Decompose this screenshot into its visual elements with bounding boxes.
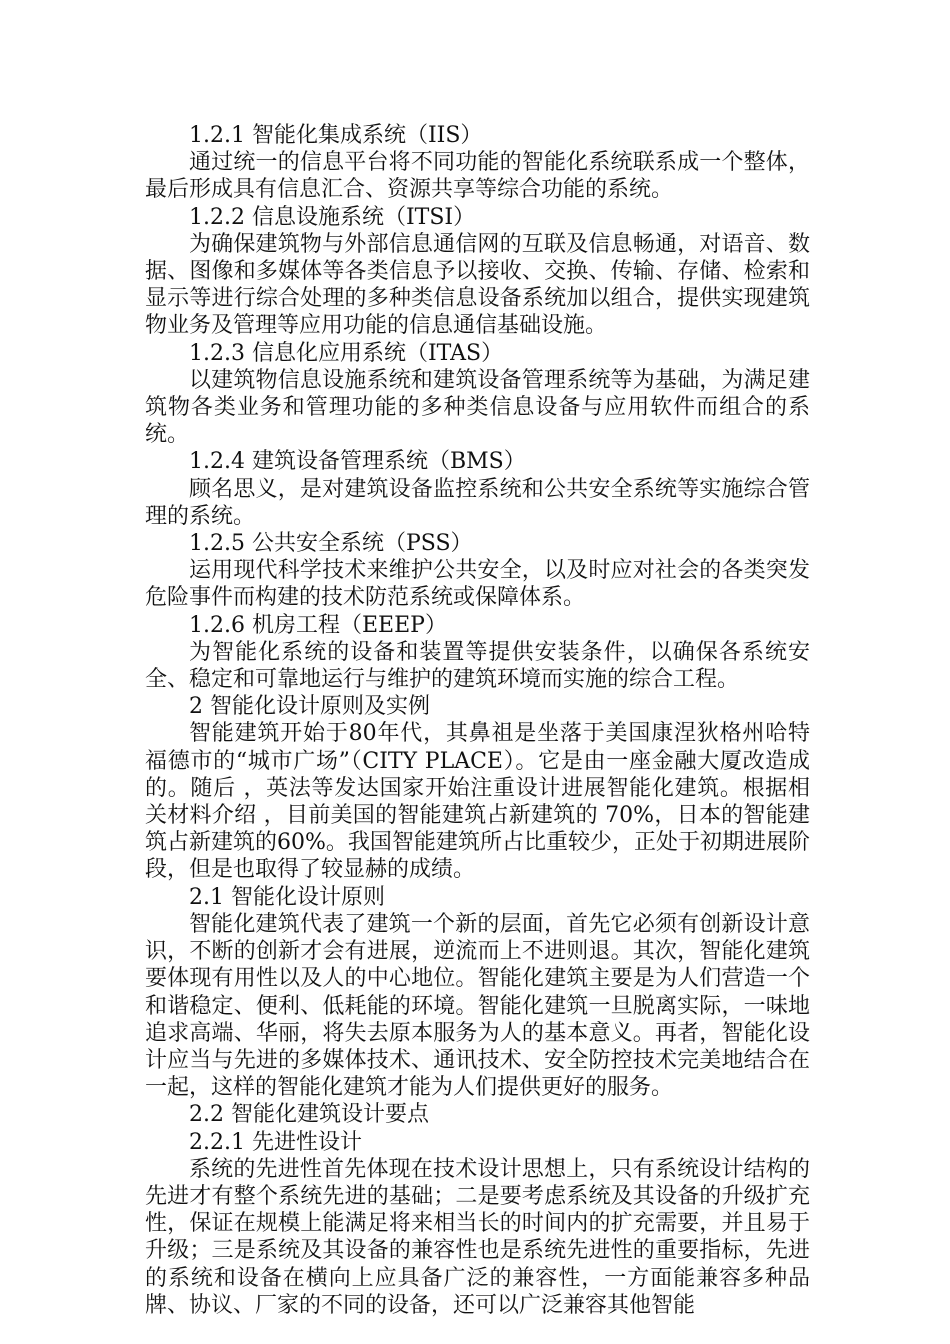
section-heading-2-1: 2.1 智能化设计原则 <box>189 884 385 910</box>
section-heading-1-2-2: 1.2.2 信息设施系统（ITSI） <box>189 204 476 230</box>
paragraph-itsi: 为确保建筑物与外部信息通信网的互联及信息畅通，对语音、数据、图像和多媒体等各类信息予以接收、交换、传输、存储、检索和显示等进行综合处理的多种类信息设备系统加以组合，提供实现建筑物业务及管理等应用功能的信息通信基础设施。 <box>145 231 810 339</box>
paragraph-eeep: 为智能化系统的设备和装置等提供安装条件，以确保各系统安全、稳定和可靠地运行与维护的建筑环境而实施的综合工程。 <box>145 639 810 693</box>
section-heading-1-2-6: 1.2.6 机房工程（EEEP） <box>189 612 447 638</box>
paragraph-history: 智能建筑开始于80年代，其鼻祖是坐落于美国康涅狄格州哈特福德市的“城市广场”（CITY PLACE）。它是由一座金融大厦改造成的。随后 ，英法等发达国家开始注重设计进展智能化建筑。根据相关材料介绍 ，目前美国的智能建筑占新建筑的 70%，日本的智能建筑占新建筑的60%。我国智能建筑所占比重较少，正处于初期进展阶段，但是也取得了较显赫的成绩。 <box>145 721 810 883</box>
paragraph-itas: 以建筑物信息设施系统和建筑设备管理系统等为基础，为满足建筑物各类业务和管理功能的多种类信息设备与应用软件而组合的系统。 <box>145 367 810 448</box>
section-heading-2-2-1: 2.2.1 先进性设计 <box>189 1129 362 1155</box>
section-heading-1-2-1: 1.2.1 智能化集成系统（IIS） <box>189 123 483 148</box>
section-heading-2-2: 2.2 智能化建筑设计要点 <box>189 1102 429 1128</box>
paragraph-advanced-design: 系统的先进性首先体现在技术设计思想上，只有系统设计结构的先进才有整个系统先进的基础；二是要考虑系统及其设备的升级扩充性，保证在规模上能满足将来相当长的时间内的扩充需要，并且易于升级；三是系统及其设备的兼容性也是系统先进性的重要指标，先进的系统和设备在横向上应具备广泛的兼容性，一方面能兼容多种品牌、协议、厂家的不同的设备，还可以广泛兼容其他智能 <box>145 1156 810 1318</box>
document-page <box>145 122 810 1319</box>
paragraph-iis: 通过统一的信息平台将不同功能的智能化系统联系成一个整体，最后形成具有信息汇合、资源共享等综合功能的系统。 <box>145 150 810 203</box>
section-heading-1-2-4: 1.2.4 建筑设备管理系统（BMS） <box>189 449 526 475</box>
paragraph-bms: 顾名思义，是对建筑设备监控系统和公共安全系统等实施综合管理的系统。 <box>145 476 810 529</box>
section-heading-1-2-3: 1.2.3 信息化应用系统（ITAS） <box>189 340 504 366</box>
section-heading-2: 2 智能化设计原则及实例 <box>189 694 430 720</box>
section-heading-1-2-5: 1.2.5 公共安全系统（PSS） <box>189 531 473 557</box>
paragraph-pss: 运用现代科学技术来维护公共安全，以及时应对社会的各类突发危险事件而构建的技术防范系统或保障体系。 <box>145 558 810 611</box>
paragraph-principles: 智能化建筑代表了建筑一个新的层面，首先它必须有创新设计意识，不断的创新才会有进展，逆流而上不进则退。其次，智能化建筑要体现有用性以及人的中心地位。智能化建筑主要是为人们营造一个和谐稳定、便利、低耗能的环境。智能化建筑一旦脱离实际，一味地追求高端、华丽，将失去原本服务为人的基本意义。再者，智能化设计应当与先进的多媒体技术、通讯技术、安全防控技术完美地结合在一起，这样的智能化建筑才能为人们提供更好的服务。 <box>145 911 810 1101</box>
